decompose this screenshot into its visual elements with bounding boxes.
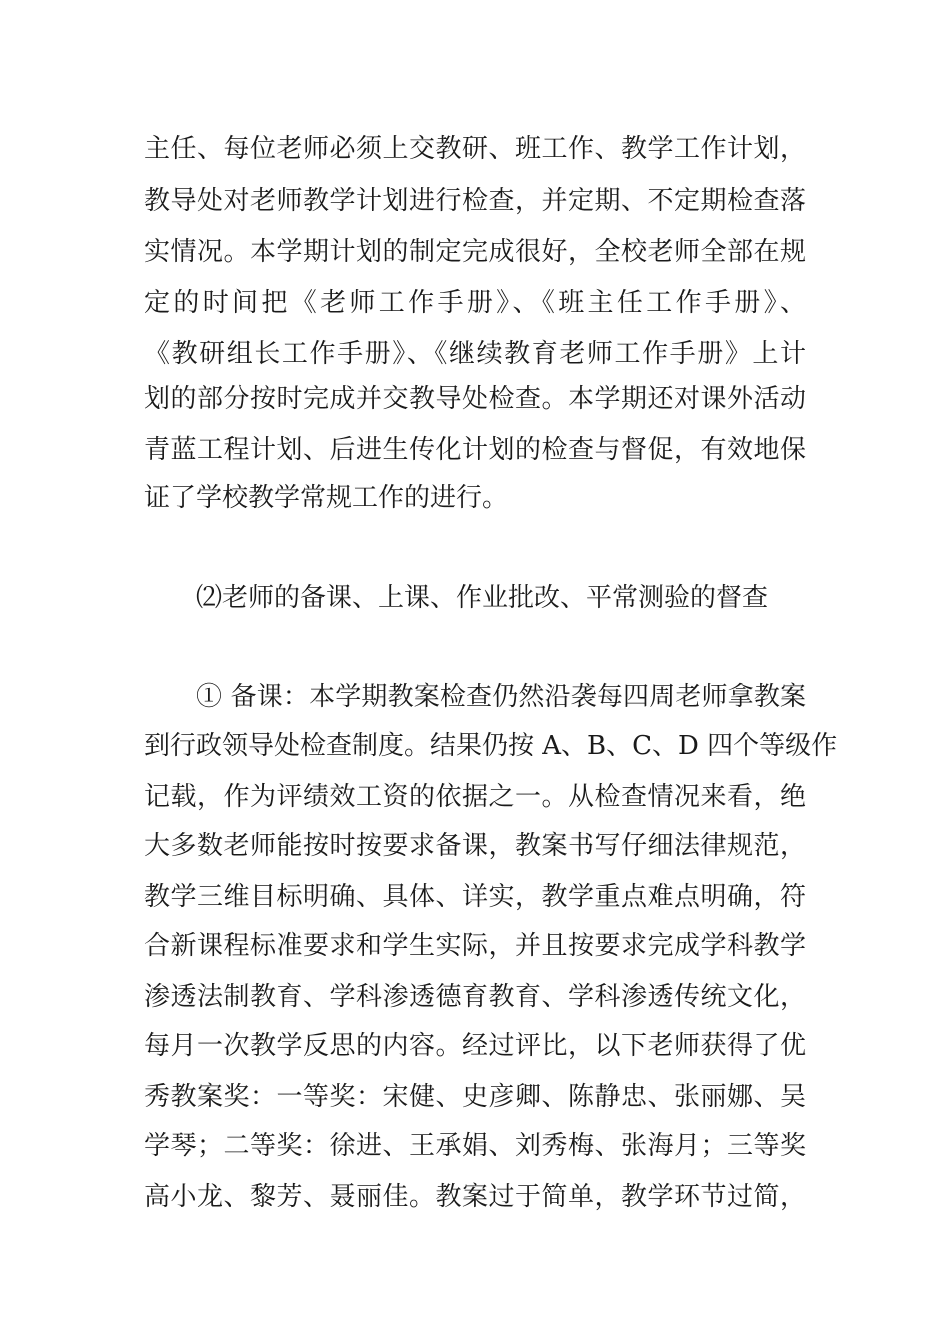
text-line: 教学三维目标明确、具体、详实，教学重点难点明确，符 bbox=[144, 882, 806, 912]
text-line: 青蓝工程计划、后进生传化计划的检查与督促，有效地保 bbox=[144, 435, 806, 465]
text-line: 合新课程标准要求和学生实际，并且按要求完成学科教学 bbox=[144, 931, 806, 961]
section-heading: ⑵老师的备课、上课、作业批改、平常测验的督查 bbox=[196, 583, 769, 613]
text-line: 秀教案奖：一等奖：宋健、史彦卿、陈静忠、张丽娜、吴 bbox=[144, 1082, 806, 1112]
text-line: 定的时间把《老师工作手册》、《班主任工作手册》、 bbox=[144, 288, 806, 318]
text-line: 记载，作为评绩效工资的依据之一。从检查情况来看，绝 bbox=[144, 782, 806, 812]
text-line: 高小龙、黎芳、聂丽佳。教案过于简单，教学环节过简， bbox=[144, 1182, 806, 1212]
text-line: 大多数老师能按时按要求备课，教案书写仔细法律规范， bbox=[144, 831, 806, 861]
text-line: 证了学校教学常规工作的进行。 bbox=[144, 483, 509, 513]
text-line: 学琴；二等奖：徐进、王承娟、刘秀梅、张海月；三等奖 bbox=[144, 1131, 806, 1161]
text-line: ① 备课：本学期教案检查仍然沿袭每四周老师拿教案 bbox=[196, 682, 806, 712]
text-line: 渗透法制教育、学科渗透德育教育、学科渗透传统文化， bbox=[144, 982, 806, 1012]
text-line: 教导处对老师教学计划进行检查，并定期、不定期检查落 bbox=[144, 186, 806, 216]
text-line: 主任、每位老师必须上交教研、班工作、教学工作计划， bbox=[144, 134, 806, 164]
text-line: 划的部分按时完成并交教导处检查。本学期还对课外活动 bbox=[144, 384, 806, 414]
text-line: 《教研组长工作手册》、《继续教育老师工作手册》上计 bbox=[144, 339, 806, 369]
text-line: 每月一次教学反思的内容。经过评比，以下老师获得了优 bbox=[144, 1031, 806, 1061]
text-line: 实情况。本学期计划的制定完成很好，全校老师全部在规 bbox=[144, 237, 806, 267]
text-line: 到行政领导处检查制度。结果仍按 A、B、C、D 四个等级作 bbox=[144, 731, 838, 761]
